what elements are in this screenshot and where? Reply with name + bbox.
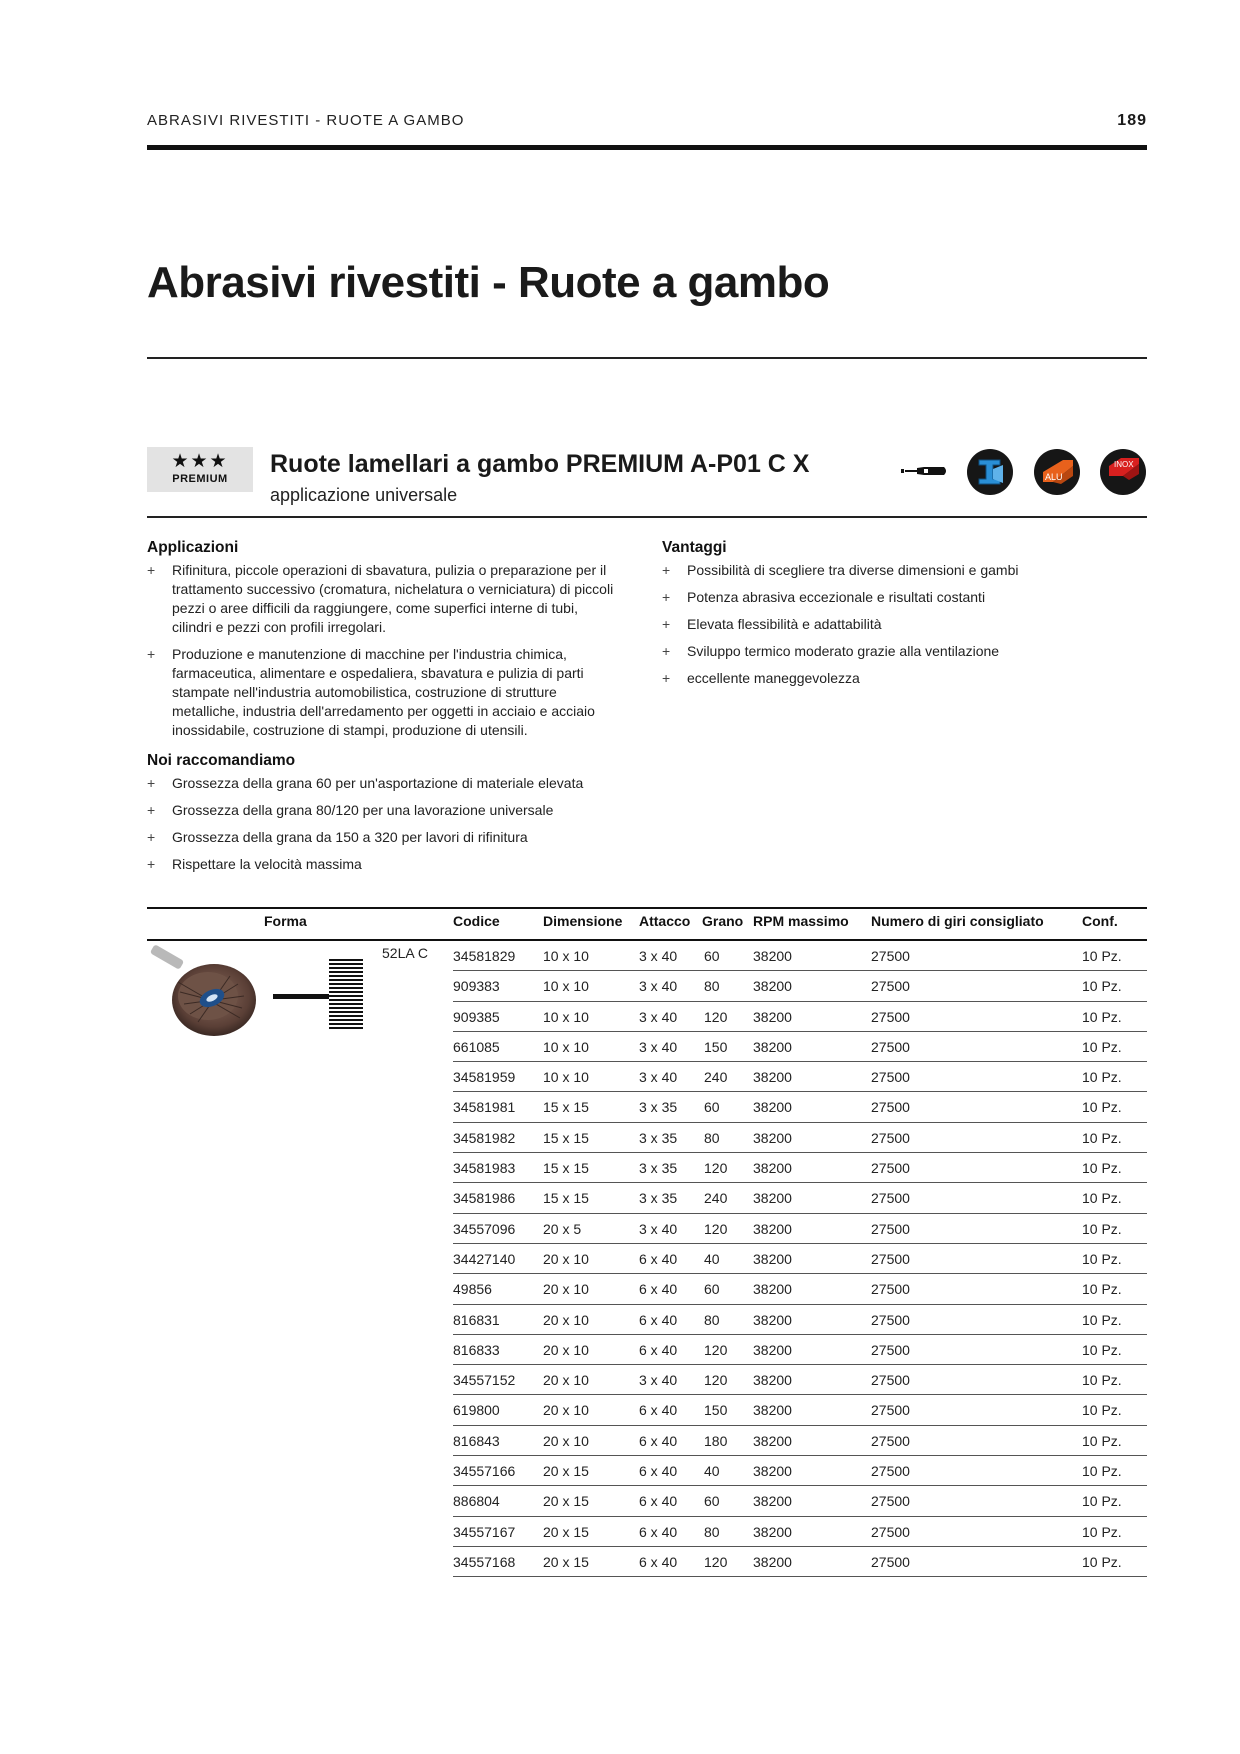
cell-grano: 120	[704, 1553, 728, 1570]
cell-grano: 80	[704, 978, 720, 995]
cell-codice: 34581983	[453, 1160, 516, 1177]
running-title: ABRASIVI RIVESTITI - RUOTE A GAMBO	[147, 112, 465, 129]
product-subtitle: applicazione universale	[270, 485, 458, 505]
cell-grano: 60	[704, 1493, 720, 1510]
cell-conf: 10 Pz.	[1082, 1553, 1122, 1570]
cell-dimensione: 10 x 10	[543, 948, 589, 964]
cell-attacco: 6 x 40	[639, 1553, 678, 1570]
cell-rpm: 38200	[753, 1250, 792, 1267]
table-row	[453, 1305, 1147, 1335]
cell-grano: 240	[704, 1069, 728, 1086]
cell-attacco: 3 x 40	[639, 1220, 678, 1237]
cell-codice: 34581959	[453, 1069, 516, 1086]
cell-conf: 10 Pz.	[1082, 1523, 1122, 1540]
cell-rpm: 38200	[753, 1069, 792, 1086]
cell-conf: 10 Pz.	[1082, 1129, 1122, 1146]
cell-conf: 10 Pz.	[1082, 1069, 1122, 1086]
inox-icon	[1100, 449, 1146, 495]
cell-codice: 34557167	[453, 1523, 516, 1540]
cell-dimensione: 20 x 5	[543, 1220, 582, 1237]
cell-attacco: 6 x 40	[639, 1463, 678, 1480]
cell-giri: 27500	[871, 1553, 910, 1570]
cell-rpm: 38200	[753, 1129, 792, 1146]
cell-giri: 27500	[871, 1432, 910, 1449]
table-header	[147, 913, 1147, 939]
table-row	[453, 1062, 1147, 1092]
cell-rpm: 38200	[753, 1523, 792, 1540]
cell-dimensione: 15 x 15	[543, 1190, 589, 1207]
cell-rpm: 38200	[753, 1402, 792, 1419]
cell-attacco: 6 x 40	[639, 1281, 678, 1298]
vantaggi-heading: Vantaggi	[662, 539, 727, 556]
cell-codice: 661085	[453, 1038, 500, 1055]
cell-attacco: 3 x 35	[639, 1099, 678, 1116]
star-rating-icon: ★★★	[171, 450, 229, 472]
cell-dimensione: 20 x 10	[543, 1281, 589, 1298]
table-row	[453, 1365, 1147, 1395]
cell-grano: 80	[704, 1129, 720, 1146]
cell-conf: 10 Pz.	[1082, 1311, 1122, 1328]
vantaggi-list	[662, 561, 1132, 688]
cell-attacco: 3 x 35	[639, 1160, 678, 1177]
cell-grano: 240	[704, 1190, 728, 1207]
cell-codice: 909383	[453, 978, 500, 995]
raccomandiamo-list	[147, 774, 667, 874]
cell-giri: 27500	[871, 1069, 910, 1086]
cell-grano: 120	[704, 1372, 728, 1389]
cell-rpm: 38200	[753, 1008, 792, 1025]
applicazioni-heading: Applicazioni	[147, 539, 239, 556]
cell-grano: 120	[704, 1341, 728, 1358]
cell-giri: 27500	[871, 1493, 910, 1510]
cell-grano: 120	[704, 1008, 728, 1025]
col-rpm: RPM massimo	[753, 913, 849, 929]
title-rule	[147, 357, 1147, 359]
cell-conf: 10 Pz.	[1082, 1372, 1122, 1389]
cell-rpm: 38200	[753, 1311, 792, 1328]
list-item: + Rispettare la velocità massima	[147, 855, 667, 874]
cell-rpm: 38200	[753, 1099, 792, 1116]
running-header	[147, 112, 1147, 134]
cell-rpm: 38200	[753, 1160, 792, 1177]
cell-attacco: 6 x 40	[639, 1250, 678, 1267]
cell-grano: 150	[704, 1038, 728, 1055]
product-rule	[147, 516, 1147, 518]
cell-rpm: 38200	[753, 1463, 792, 1480]
cell-dimensione: 10 x 10	[543, 1008, 589, 1025]
steel-icon	[967, 449, 1013, 495]
cell-codice: 619800	[453, 1402, 500, 1419]
premium-label: PREMIUM	[172, 473, 228, 485]
col-forma: Forma	[264, 913, 307, 929]
table-row	[453, 1547, 1147, 1577]
premium-badge	[147, 447, 253, 492]
cell-conf: 10 Pz.	[1082, 1008, 1122, 1025]
cell-dimensione: 20 x 10	[543, 1372, 589, 1389]
cell-conf: 10 Pz.	[1082, 1220, 1122, 1237]
table-top-rule	[147, 907, 1147, 909]
table-row	[453, 941, 1147, 971]
cell-attacco: 3 x 40	[639, 948, 678, 964]
cell-giri: 27500	[871, 1220, 910, 1237]
list-item: + eccellente maneggevolezza	[662, 669, 1132, 688]
cell-giri: 27500	[871, 1402, 910, 1419]
cell-codice: 816833	[453, 1341, 500, 1358]
cell-rpm: 38200	[753, 1038, 792, 1055]
table-row	[453, 1092, 1147, 1122]
table-row	[453, 1153, 1147, 1183]
cell-dimensione: 20 x 15	[543, 1463, 589, 1480]
product-table-body	[453, 941, 1147, 1577]
cell-conf: 10 Pz.	[1082, 1038, 1122, 1055]
cell-giri: 27500	[871, 1372, 910, 1389]
list-item: + Grossezza della grana da 150 a 320 per lavori di rifinitura	[147, 828, 667, 847]
cell-dimensione: 10 x 10	[543, 1038, 589, 1055]
cell-attacco: 3 x 40	[639, 978, 678, 995]
cell-codice: 34557096	[453, 1220, 516, 1237]
col-attacco: Attacco	[639, 913, 691, 929]
cell-attacco: 3 x 35	[639, 1190, 678, 1207]
cell-dimensione: 20 x 15	[543, 1493, 589, 1510]
cell-codice: 816843	[453, 1432, 500, 1449]
cell-conf: 10 Pz.	[1082, 1463, 1122, 1480]
cell-conf: 10 Pz.	[1082, 978, 1122, 995]
table-row	[453, 1274, 1147, 1304]
cell-codice: 49856	[453, 1281, 492, 1298]
cell-conf: 10 Pz.	[1082, 948, 1122, 964]
cell-attacco: 6 x 40	[639, 1341, 678, 1358]
cell-grano: 80	[704, 1523, 720, 1540]
cell-codice: 34581829	[453, 948, 516, 964]
cell-grano: 120	[704, 1160, 728, 1177]
cell-codice: 34557152	[453, 1372, 516, 1389]
cell-grano: 40	[704, 1250, 720, 1267]
cell-rpm: 38200	[753, 1493, 792, 1510]
cell-giri: 27500	[871, 1463, 910, 1480]
cell-dimensione: 20 x 15	[543, 1523, 589, 1540]
shape-profile-icon	[273, 959, 363, 1032]
forma-code: 52LA C	[382, 945, 428, 961]
cell-grano: 180	[704, 1432, 728, 1449]
cell-attacco: 6 x 40	[639, 1402, 678, 1419]
cell-conf: 10 Pz.	[1082, 1190, 1122, 1207]
col-conf: Conf.	[1082, 913, 1118, 929]
cell-conf: 10 Pz.	[1082, 1099, 1122, 1116]
cell-conf: 10 Pz.	[1082, 1493, 1122, 1510]
list-item: + Sviluppo termico moderato grazie alla ventilazione	[662, 642, 1132, 661]
page-title: Abrasivi rivestiti - Ruote a gambo	[147, 258, 830, 307]
table-row	[453, 1002, 1147, 1032]
table-row	[453, 1335, 1147, 1365]
list-item: + Potenza abrasiva eccezionale e risultati costanti	[662, 588, 1132, 607]
table-row	[453, 1517, 1147, 1547]
cell-attacco: 3 x 40	[639, 1372, 678, 1389]
cell-attacco: 3 x 40	[639, 1038, 678, 1055]
cell-codice: 34581982	[453, 1129, 516, 1146]
list-item: + Rifinitura, piccole operazioni di sbavatura, pulizia o preparazione per il trattamento successivo (cromatura, nichelatura o verniciatura) di piccoli pezzi o aree difficili da raggiungere, come superfici interne di tubi, cilindri e pezzi con profili irregolari.	[147, 561, 617, 637]
cell-conf: 10 Pz.	[1082, 1341, 1122, 1358]
cell-giri: 27500	[871, 1160, 910, 1177]
col-giri: Numero di giri consigliato	[871, 913, 1044, 929]
cell-conf: 10 Pz.	[1082, 1160, 1122, 1177]
cell-grano: 120	[704, 1220, 728, 1237]
cell-dimensione: 10 x 10	[543, 1069, 589, 1086]
cell-giri: 27500	[871, 1341, 910, 1358]
cell-codice: 886804	[453, 1493, 500, 1510]
list-item: + Grossezza della grana 80/120 per una lavorazione universale	[147, 801, 667, 820]
table-row	[453, 1032, 1147, 1062]
table-row	[453, 1183, 1147, 1213]
cell-codice: 34557166	[453, 1463, 516, 1480]
cell-rpm: 38200	[753, 1281, 792, 1298]
col-codice: Codice	[453, 913, 500, 929]
table-row	[453, 1214, 1147, 1244]
cell-attacco: 6 x 40	[639, 1311, 678, 1328]
col-grano: Grano	[702, 913, 744, 929]
cell-conf: 10 Pz.	[1082, 1402, 1122, 1419]
cell-rpm: 38200	[753, 1553, 792, 1570]
cell-giri: 27500	[871, 1190, 910, 1207]
cell-codice: 34581981	[453, 1099, 516, 1116]
cell-grano: 60	[704, 948, 720, 964]
cell-rpm: 38200	[753, 1220, 792, 1237]
cell-rpm: 38200	[753, 1372, 792, 1389]
cell-codice: 34557168	[453, 1553, 516, 1570]
cell-giri: 27500	[871, 1311, 910, 1328]
cell-attacco: 6 x 40	[639, 1493, 678, 1510]
list-item: + Elevata flessibilità e adattabilità	[662, 615, 1132, 634]
inox-icon-label: INOX	[1114, 460, 1134, 469]
cell-conf: 10 Pz.	[1082, 1250, 1122, 1267]
cell-codice: 816831	[453, 1311, 500, 1328]
cell-rpm: 38200	[753, 948, 792, 964]
cell-giri: 27500	[871, 1281, 910, 1298]
cell-dimensione: 20 x 15	[543, 1553, 589, 1570]
col-dimensione: Dimensione	[543, 913, 623, 929]
cell-codice: 909385	[453, 1008, 500, 1025]
applicazioni-list	[147, 561, 617, 740]
cell-grano: 150	[704, 1402, 728, 1419]
cell-giri: 27500	[871, 948, 910, 964]
cell-codice: 34427140	[453, 1250, 516, 1267]
cell-attacco: 6 x 40	[639, 1523, 678, 1540]
header-rule	[147, 145, 1147, 150]
cell-attacco: 3 x 35	[639, 1129, 678, 1146]
cell-rpm: 38200	[753, 978, 792, 995]
table-row	[453, 971, 1147, 1001]
cell-rpm: 38200	[753, 1432, 792, 1449]
cell-dimensione: 10 x 10	[543, 978, 589, 995]
cell-giri: 27500	[871, 1523, 910, 1540]
cell-dimensione: 20 x 10	[543, 1402, 589, 1419]
cell-attacco: 6 x 40	[639, 1432, 678, 1449]
cell-giri: 27500	[871, 1038, 910, 1055]
page-number: 189	[1117, 112, 1147, 129]
cell-dimensione: 20 x 10	[543, 1341, 589, 1358]
list-item: + Produzione e manutenzione di macchine per l'industria chimica, farmaceutica, alimentare e ospedaliera, sbavatura e pulizia di parti stampate nell'industria automobilistica, costruzione di strutture metalliche, industria dell'arredamento per oggetti in acciaio e acciaio inossidabile, costruzione di stampi, produzione di utensili.	[147, 645, 617, 740]
cell-dimensione: 20 x 10	[543, 1311, 589, 1328]
cell-rpm: 38200	[753, 1190, 792, 1207]
cell-giri: 27500	[871, 978, 910, 995]
alu-icon	[1034, 449, 1080, 495]
cell-grano: 60	[704, 1281, 720, 1298]
cell-grano: 40	[704, 1463, 720, 1480]
list-item: + Grossezza della grana 60 per un'asportazione di materiale elevata	[147, 774, 667, 793]
table-row	[453, 1426, 1147, 1456]
cell-dimensione: 15 x 15	[543, 1160, 589, 1177]
table-row	[453, 1244, 1147, 1274]
cell-dimensione: 20 x 10	[543, 1250, 589, 1267]
cell-rpm: 38200	[753, 1341, 792, 1358]
cell-dimensione: 15 x 15	[543, 1099, 589, 1116]
cell-conf: 10 Pz.	[1082, 1281, 1122, 1298]
grinder-tool-icon	[900, 462, 948, 480]
cell-dimensione: 15 x 15	[543, 1129, 589, 1146]
cell-attacco: 3 x 40	[639, 1008, 678, 1025]
table-row	[453, 1395, 1147, 1425]
flap-wheel-image	[150, 942, 260, 1052]
cell-giri: 27500	[871, 1008, 910, 1025]
cell-grano: 80	[704, 1311, 720, 1328]
table-row	[453, 1123, 1147, 1153]
alu-icon-label: ALU	[1045, 472, 1063, 482]
cell-attacco: 3 x 40	[639, 1069, 678, 1086]
cell-conf: 10 Pz.	[1082, 1432, 1122, 1449]
table-row	[453, 1486, 1147, 1516]
product-title: Ruote lamellari a gambo PREMIUM A-P01 C X	[270, 450, 810, 478]
cell-codice: 34581986	[453, 1190, 516, 1207]
cell-giri: 27500	[871, 1129, 910, 1146]
cell-giri: 27500	[871, 1099, 910, 1116]
raccomandiamo-heading: Noi raccomandiamo	[147, 752, 296, 769]
cell-giri: 27500	[871, 1250, 910, 1267]
cell-grano: 60	[704, 1099, 720, 1116]
cell-dimensione: 20 x 10	[543, 1432, 589, 1449]
table-row	[453, 1456, 1147, 1486]
list-item: + Possibilità di scegliere tra diverse dimensioni e gambi	[662, 561, 1132, 580]
